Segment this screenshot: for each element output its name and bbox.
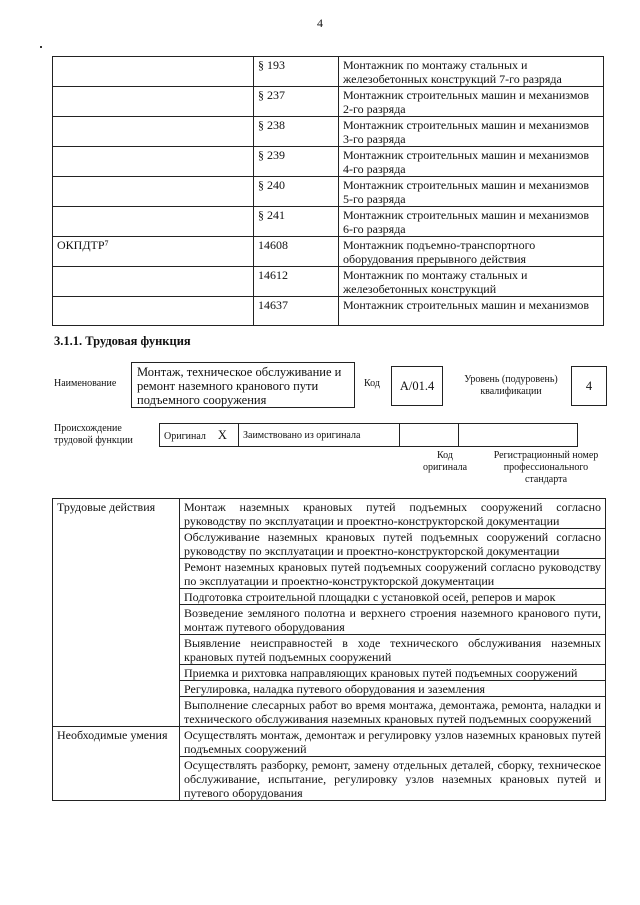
codes-row: [53, 147, 604, 177]
code-cell: § 240: [254, 177, 339, 207]
labor-action-item: Регулировка, наладка путевого оборудования и заземления: [180, 681, 606, 697]
function-code-box: А/01.4: [391, 366, 443, 406]
code-cell: § 237: [254, 87, 339, 117]
code-cell: § 238: [254, 117, 339, 147]
codes-row: [53, 117, 604, 147]
original-label: Оригинал: [164, 430, 206, 442]
origin-label: Происхождение трудовой функции: [54, 423, 133, 446]
labor-action-label: Трудовые действия: [53, 499, 180, 727]
original-cell: [160, 424, 239, 447]
name-cell: Монтажник строительных машин и механизмов 6-го разряда: [339, 207, 604, 237]
scan-dot: [40, 46, 42, 48]
name-cell: Монтажник строительных машин и механизмов 5-го разряда: [339, 177, 604, 207]
name-cell: Монтажник строительных машин и механизмов 3-го разряда: [339, 117, 604, 147]
code-original-label: Код оригинала: [422, 450, 468, 473]
classifier-cell: [53, 87, 254, 117]
skill-label: Необходимые умения: [53, 727, 180, 801]
skill-row: [53, 727, 606, 757]
name-cell: Монтажник по монтажу стальных и железобетонных конструкций: [339, 267, 604, 297]
code-cell: § 239: [254, 147, 339, 177]
classifier-cell: [53, 207, 254, 237]
classifier-cell: ОКПДТР⁷: [53, 237, 254, 267]
classifier-cell: [53, 117, 254, 147]
classifier-cell: [53, 177, 254, 207]
labor-action-item: Подготовка строительной площадки с установкой осей, реперов и марок: [180, 589, 606, 605]
labor-action-row: [53, 499, 606, 529]
level-box: 4: [571, 366, 607, 406]
name-cell: Монтажник подъемно-транспортного оборудования прерывного действия: [339, 237, 604, 267]
name-cell: Монтажник строительных машин и механизмов 2-го разряда: [339, 87, 604, 117]
function-name-box: Монтаж, техническое обслуживание и ремонт наземного кранового пути подъемного сооружения: [131, 362, 355, 408]
classifier-cell: [53, 267, 254, 297]
codes-row: [53, 87, 604, 117]
skill-item: Осуществлять монтаж, демонтаж и регулировку узлов наземных крановых путей подъемных сооружений: [180, 727, 606, 757]
name-label: Наименование: [54, 378, 117, 389]
classifier-cell: [53, 147, 254, 177]
name-cell: Монтажник по монтажу стальных и железобетонных конструкций 7-го разряда: [339, 57, 604, 87]
level-label: Уровень (подуровень) квалификации: [464, 374, 558, 397]
labor-action-item: Выполнение слесарных работ во время монтажа, демонтажа, ремонта, наладки и технического обслуживания наземных крановых путей подъемных сооружений: [180, 697, 606, 727]
section-heading: 3.1.1. Трудовая функция: [54, 334, 191, 348]
code-cell: 14637: [254, 297, 339, 326]
reg-number-cell: [459, 424, 578, 447]
codes-row: [53, 57, 604, 87]
codes-table: [52, 56, 604, 326]
name-cell: Монтажник строительных машин и механизмов: [339, 297, 604, 326]
function-details-table: [52, 498, 606, 801]
code-cell: 14612: [254, 267, 339, 297]
codes-row: [53, 267, 604, 297]
labor-action-item: Обслуживание наземных крановых путей подъемных сооружений согласно руководству по эксплуатации и проектно-конструкторской документации: [180, 529, 606, 559]
original-mark: X: [217, 427, 227, 442]
labor-action-item: Выявление неисправностей в ходе технического обслуживания наземных крановых путей подъемных сооружений: [180, 635, 606, 665]
code-label: Код: [364, 378, 380, 389]
code-cell: § 193: [254, 57, 339, 87]
code-cell: § 241: [254, 207, 339, 237]
labor-action-item: Возведение земляного полотна и верхнего строения наземного кранового пути, монтаж путевого оборудования: [180, 605, 606, 635]
codes-row: [53, 237, 604, 267]
codes-row: [53, 207, 604, 237]
name-cell: Монтажник строительных машин и механизмов 4-го разряда: [339, 147, 604, 177]
borrowed-label: Заимствовано из оригинала: [239, 424, 400, 447]
page-number: 4: [317, 16, 323, 30]
codes-row: [53, 177, 604, 207]
labor-action-item: Приемка и рихтовка направляющих крановых путей подъемных сооружений: [180, 665, 606, 681]
code-original-cell: [400, 424, 459, 447]
reg-number-label: Регистрационный номер профессионального стандарта: [493, 450, 599, 485]
classifier-cell: [53, 297, 254, 326]
classifier-cell: [53, 57, 254, 87]
codes-row: [53, 297, 604, 326]
skill-item: Осуществлять разборку, ремонт, замену отдельных деталей, сборку, техническое обслуживание, испытание, регулировку узлов наземных крановых путей и путевого оборудования: [180, 757, 606, 801]
origin-table: [159, 423, 578, 447]
labor-action-item: Монтаж наземных крановых путей подъемных сооружений согласно руководству по эксплуатации и проектно-конструкторской документации: [180, 499, 606, 529]
code-cell: 14608: [254, 237, 339, 267]
labor-action-item: Ремонт наземных крановых путей подъемных сооружений согласно руководству по эксплуатации и проектно-конструкторской документации: [180, 559, 606, 589]
